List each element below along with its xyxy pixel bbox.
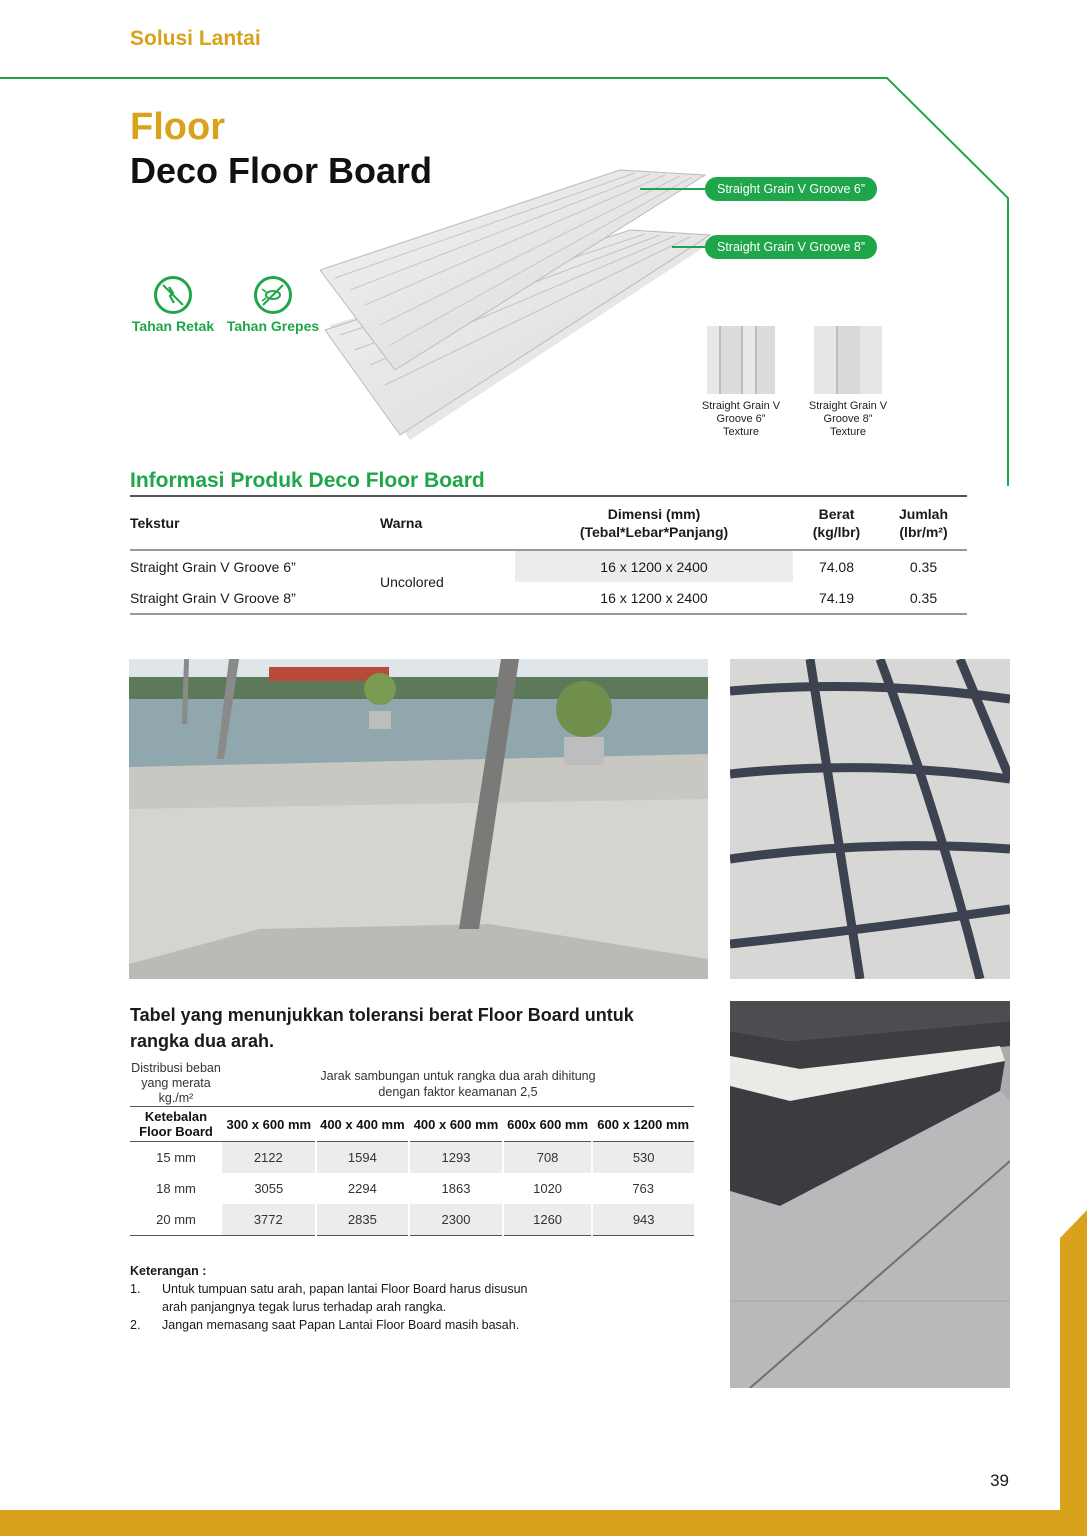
cell-value: 943 [592,1204,694,1236]
section-label: Solusi Lantai [130,27,261,50]
page-number: 39 [990,1471,1009,1490]
cell-berat: 74.19 [818,589,855,606]
variant-pill-label: Straight Grain V Groove 8” [717,240,865,254]
col-header-dimensi [515,496,793,550]
cell-value: 2835 [316,1204,410,1236]
notes-title: Keterangan : [130,1264,207,1278]
cell-value: 2294 [347,1181,377,1196]
cell-value: 3772 [222,1204,316,1236]
texture-label-8 [803,400,893,439]
table-row [130,1142,694,1174]
header-line: Ketebalan [144,1109,208,1124]
cell-value: 1863 [441,1181,471,1196]
cell-jumlah: 0.35 [909,589,938,606]
header-line: Jarak sambungan untuk rangka dua arah dihitung [320,1069,596,1083]
header-line: dengan faktor keamanan 2,5 [378,1085,538,1099]
cell-value: 2122 [222,1142,316,1174]
header-line: kg./m² [158,1090,194,1105]
table-row [130,582,967,614]
info-title: Informasi Produk Deco Floor Board [130,469,485,492]
header-line: Berat [818,506,855,522]
col-header: 600 x 1200 mm [597,1116,690,1132]
variant-pill-6 [705,177,877,201]
thickness-header [130,1107,222,1142]
crack-resistant-icon [154,276,192,314]
cell-tekstur: Straight Grain V Groove 6” [130,558,296,575]
col-header: 400 x 400 mm [320,1116,405,1132]
termite-resistant-icon [254,276,292,314]
texture-label-line: Texture [722,426,760,438]
texture-swatch-6 [707,326,775,394]
product-boards-illustration [320,160,720,450]
cell-value: 3055 [254,1181,284,1196]
note-line: arah panjangnya tegak lurus terhadap arah rangka. [162,1300,447,1314]
variant-pill-label: Straight Grain V Groove 6” [717,182,865,196]
pill-connector [640,188,710,190]
cell-value: 1594 [316,1142,410,1174]
header-line: yang merata [141,1075,211,1090]
col-header: 400 x 600 mm [413,1116,499,1132]
col-header-berat [793,496,880,550]
dist-label [130,1060,222,1107]
cell-jumlah: 0.35 [909,558,938,575]
product-title: Deco Floor Board [130,150,433,191]
table-header-row [130,1107,694,1142]
cell-value: 2300 [409,1204,503,1236]
photo-board-closeup [730,1001,1010,1388]
header-line: (Tebal*Lebar*Panjang) [579,524,729,540]
cell-value: 1260 [503,1204,593,1236]
header-line: Floor Board [139,1124,213,1139]
cell-warna: Uncolored [380,574,444,590]
cell-value: 530 [592,1142,694,1174]
cell-dimensi: 16 x 1200 x 2400 [600,589,708,606]
note-line: Untuk tumpuan satu arah, papan lantai Floor Board harus disusun [162,1282,528,1296]
cell-value: 1293 [409,1142,503,1174]
col-header-warna: Warna [380,496,515,550]
texture-label-line: Groove 6” [716,413,766,425]
badge-label: Tahan Retak [131,318,215,334]
cell-thickness: 20 mm [156,1212,196,1227]
cell-thickness: 15 mm [156,1150,196,1165]
badge-crack-resistant [130,276,216,334]
header-line: Dimensi (mm) [607,506,701,522]
category-title: Floor [130,106,225,148]
pill-connector [672,246,710,248]
notes [130,1262,670,1334]
cell-value: 763 [632,1181,655,1196]
header-line: (kg/lbr) [812,524,861,540]
product-info-table [130,495,967,615]
header-line: Distribusi beban [131,1060,221,1075]
header-line: Jumlah [898,506,948,522]
photo-frame-grid [730,659,1010,979]
cell-dimensi: 16 x 1200 x 2400 [515,550,793,582]
tolerance-title: Tabel yang menunjukkan toleransi berat Floor Board untuk rangka dua arah. [130,1005,634,1051]
note-line: Jangan memasang saat Papan Lantai Floor Board masih basah. [162,1318,520,1332]
table-row [130,1204,694,1236]
cell-tekstur: Straight Grain V Groove 8” [130,589,296,606]
col-header-tekstur: Tekstur [130,496,380,550]
cell-value: 1020 [533,1181,563,1196]
texture-swatch-8 [814,326,882,394]
photo-waterfront-deck [129,659,708,979]
badge-label: Tahan Grepes [226,318,320,334]
cell-thickness: 18 mm [156,1181,196,1196]
cell-berat: 74.08 [818,558,855,575]
variant-pill-8 [705,235,877,259]
texture-label-line: Straight Grain V [808,400,888,412]
table-row [130,1173,694,1204]
col-header: 600x 600 mm [507,1116,589,1132]
table-header-row [130,496,967,550]
note-number: 1. [130,1282,141,1296]
header-line: (lbr/m²) [899,524,948,540]
col-header: 300 x 600 mm [226,1116,312,1132]
cell-value: 708 [503,1142,593,1174]
tolerance-table [130,1060,694,1236]
texture-label-line: Groove 8” [823,413,873,425]
texture-label-6 [696,400,786,439]
col-header-jumlah [880,496,967,550]
badge-termite-resistant [226,276,320,334]
note-item [130,1316,670,1334]
note-number: 2. [130,1318,141,1332]
table-header-row [130,1060,694,1107]
texture-label-line: Texture [829,426,867,438]
texture-label-line: Straight Grain V [701,400,781,412]
span-note [222,1060,694,1107]
table-row [130,550,967,582]
note-item [130,1280,670,1316]
